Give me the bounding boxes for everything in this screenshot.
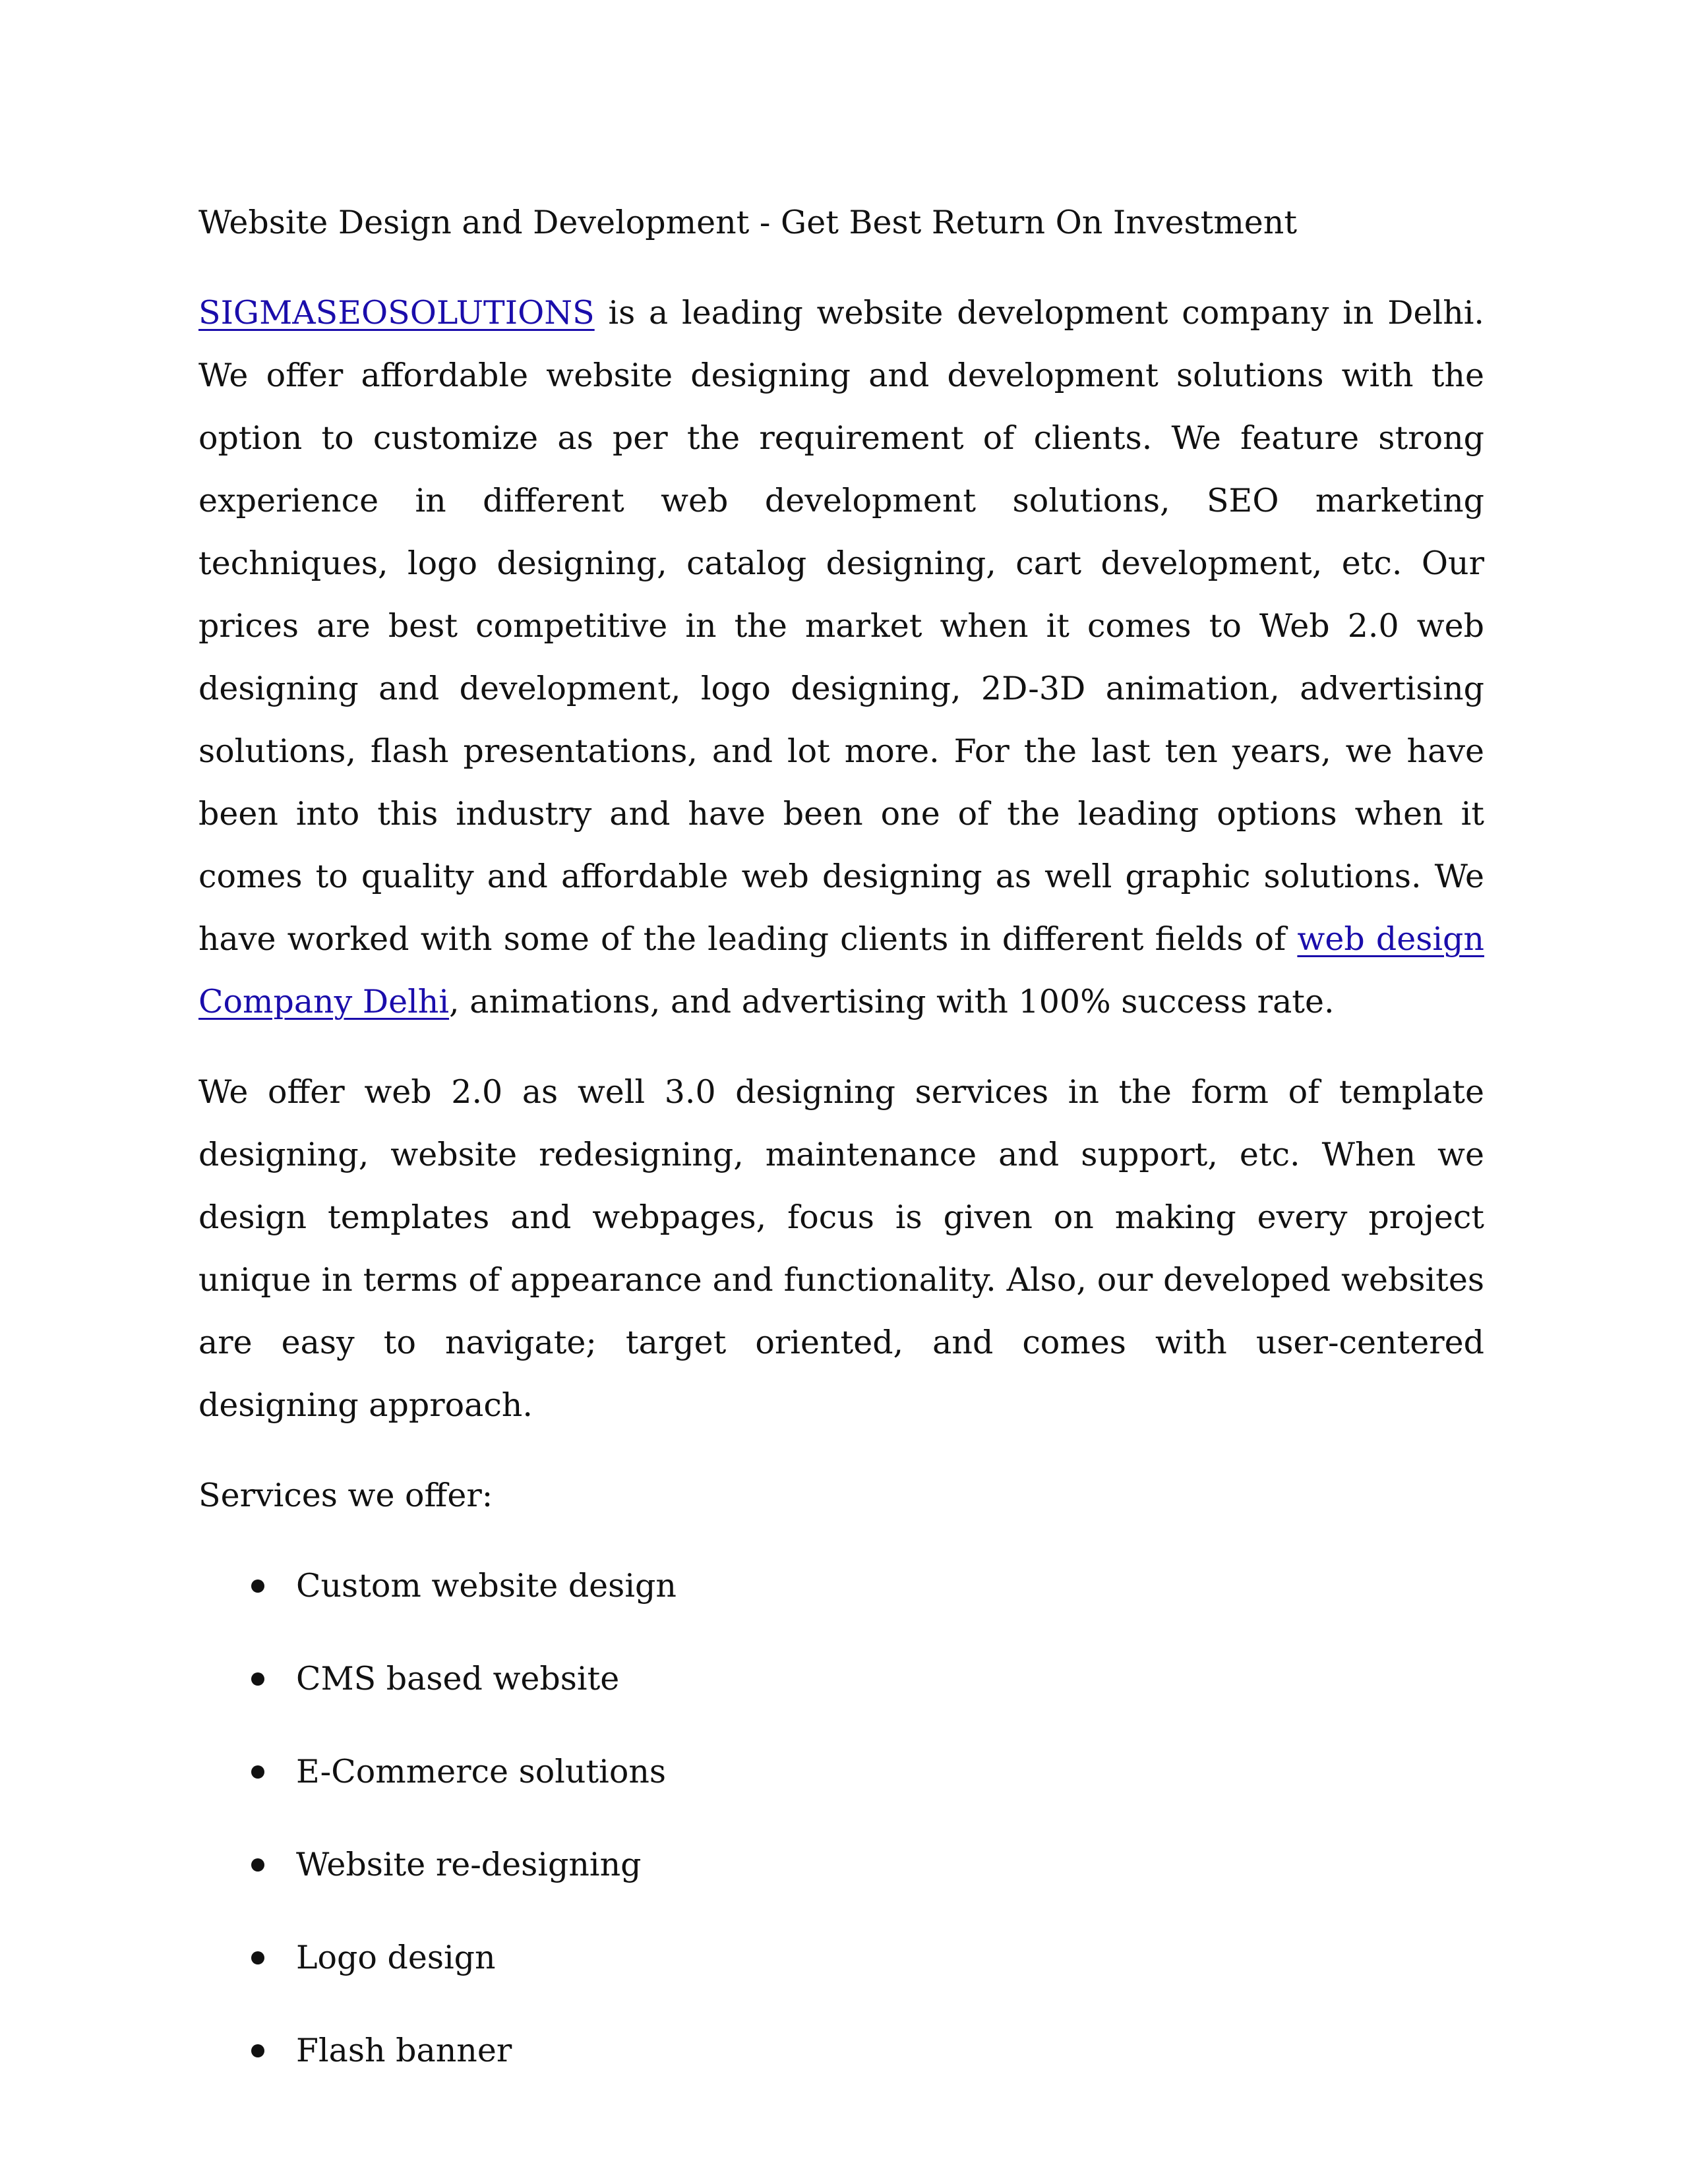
bullet-icon [251, 2044, 264, 2057]
service-label: Website re-designing [296, 1846, 642, 1883]
sigmaseosolutions-link[interactable]: SIGMASEOSOLUTIONS [198, 294, 595, 332]
list-item [198, 2019, 1484, 2082]
bullet-icon [251, 1951, 264, 1964]
service-label: Flash banner [296, 2032, 512, 2069]
document-title: Website Design and Development - Get Best Return On Investment [198, 204, 1298, 241]
services-paragraph: We offer web 2.0 as well 3.0 designing services in the form of template designing, website redesigning, maintenance and support, etc. When we design templates and webpages, focus is given on making every project unique in terms of appearance and functionality. Also, our developed websites are easy to navigate; target oriented, and comes with user-centered designing approach. [198, 1073, 1484, 1424]
bullet-icon [251, 1765, 264, 1779]
document-page [198, 191, 1484, 2112]
bullet-icon [251, 1672, 264, 1686]
bullet-icon [251, 1858, 264, 1872]
services-label: Services we offer: [198, 1477, 493, 1514]
services-list [198, 1554, 1484, 2082]
list-item [198, 1554, 1484, 1617]
intro-text-part1: is a leading website development company in Delhi. We offer affordable website designing and development solutions with the option to customize as per the requirement of clients. We feature strong experience in different web development solutions, SEO marketing techniques, logo designing, catalog designing, cart development, etc. Our prices are best competitive in the market when it comes to Web 2.0 web designing and development, logo designing, 2D-3D animation, advertising solutions, flash presentations, and lot more. For the last ten years, we have been into this industry and have been one of the leading options when it comes to quality and affordable web designing as well graphic solutions. We have worked with some of the leading clients in different fields of [198, 294, 1484, 958]
web-design-company-delhi-link[interactable]: web design Company Delhi [198, 920, 1484, 1020]
list-item [198, 1647, 1484, 1710]
service-label: Custom website design [296, 1567, 677, 1605]
list-item [198, 1740, 1484, 1803]
intro-text-part2: , animations, and advertising with 100% success rate. [449, 983, 1335, 1020]
list-item [198, 1926, 1484, 1989]
list-item [198, 1833, 1484, 1896]
intro-paragraph [198, 281, 1484, 1033]
service-label: E-Commerce solutions [296, 1753, 667, 1790]
bullet-icon [251, 1579, 264, 1593]
service-label: CMS based website [296, 1660, 620, 1697]
service-label: Logo design [296, 1939, 496, 1976]
